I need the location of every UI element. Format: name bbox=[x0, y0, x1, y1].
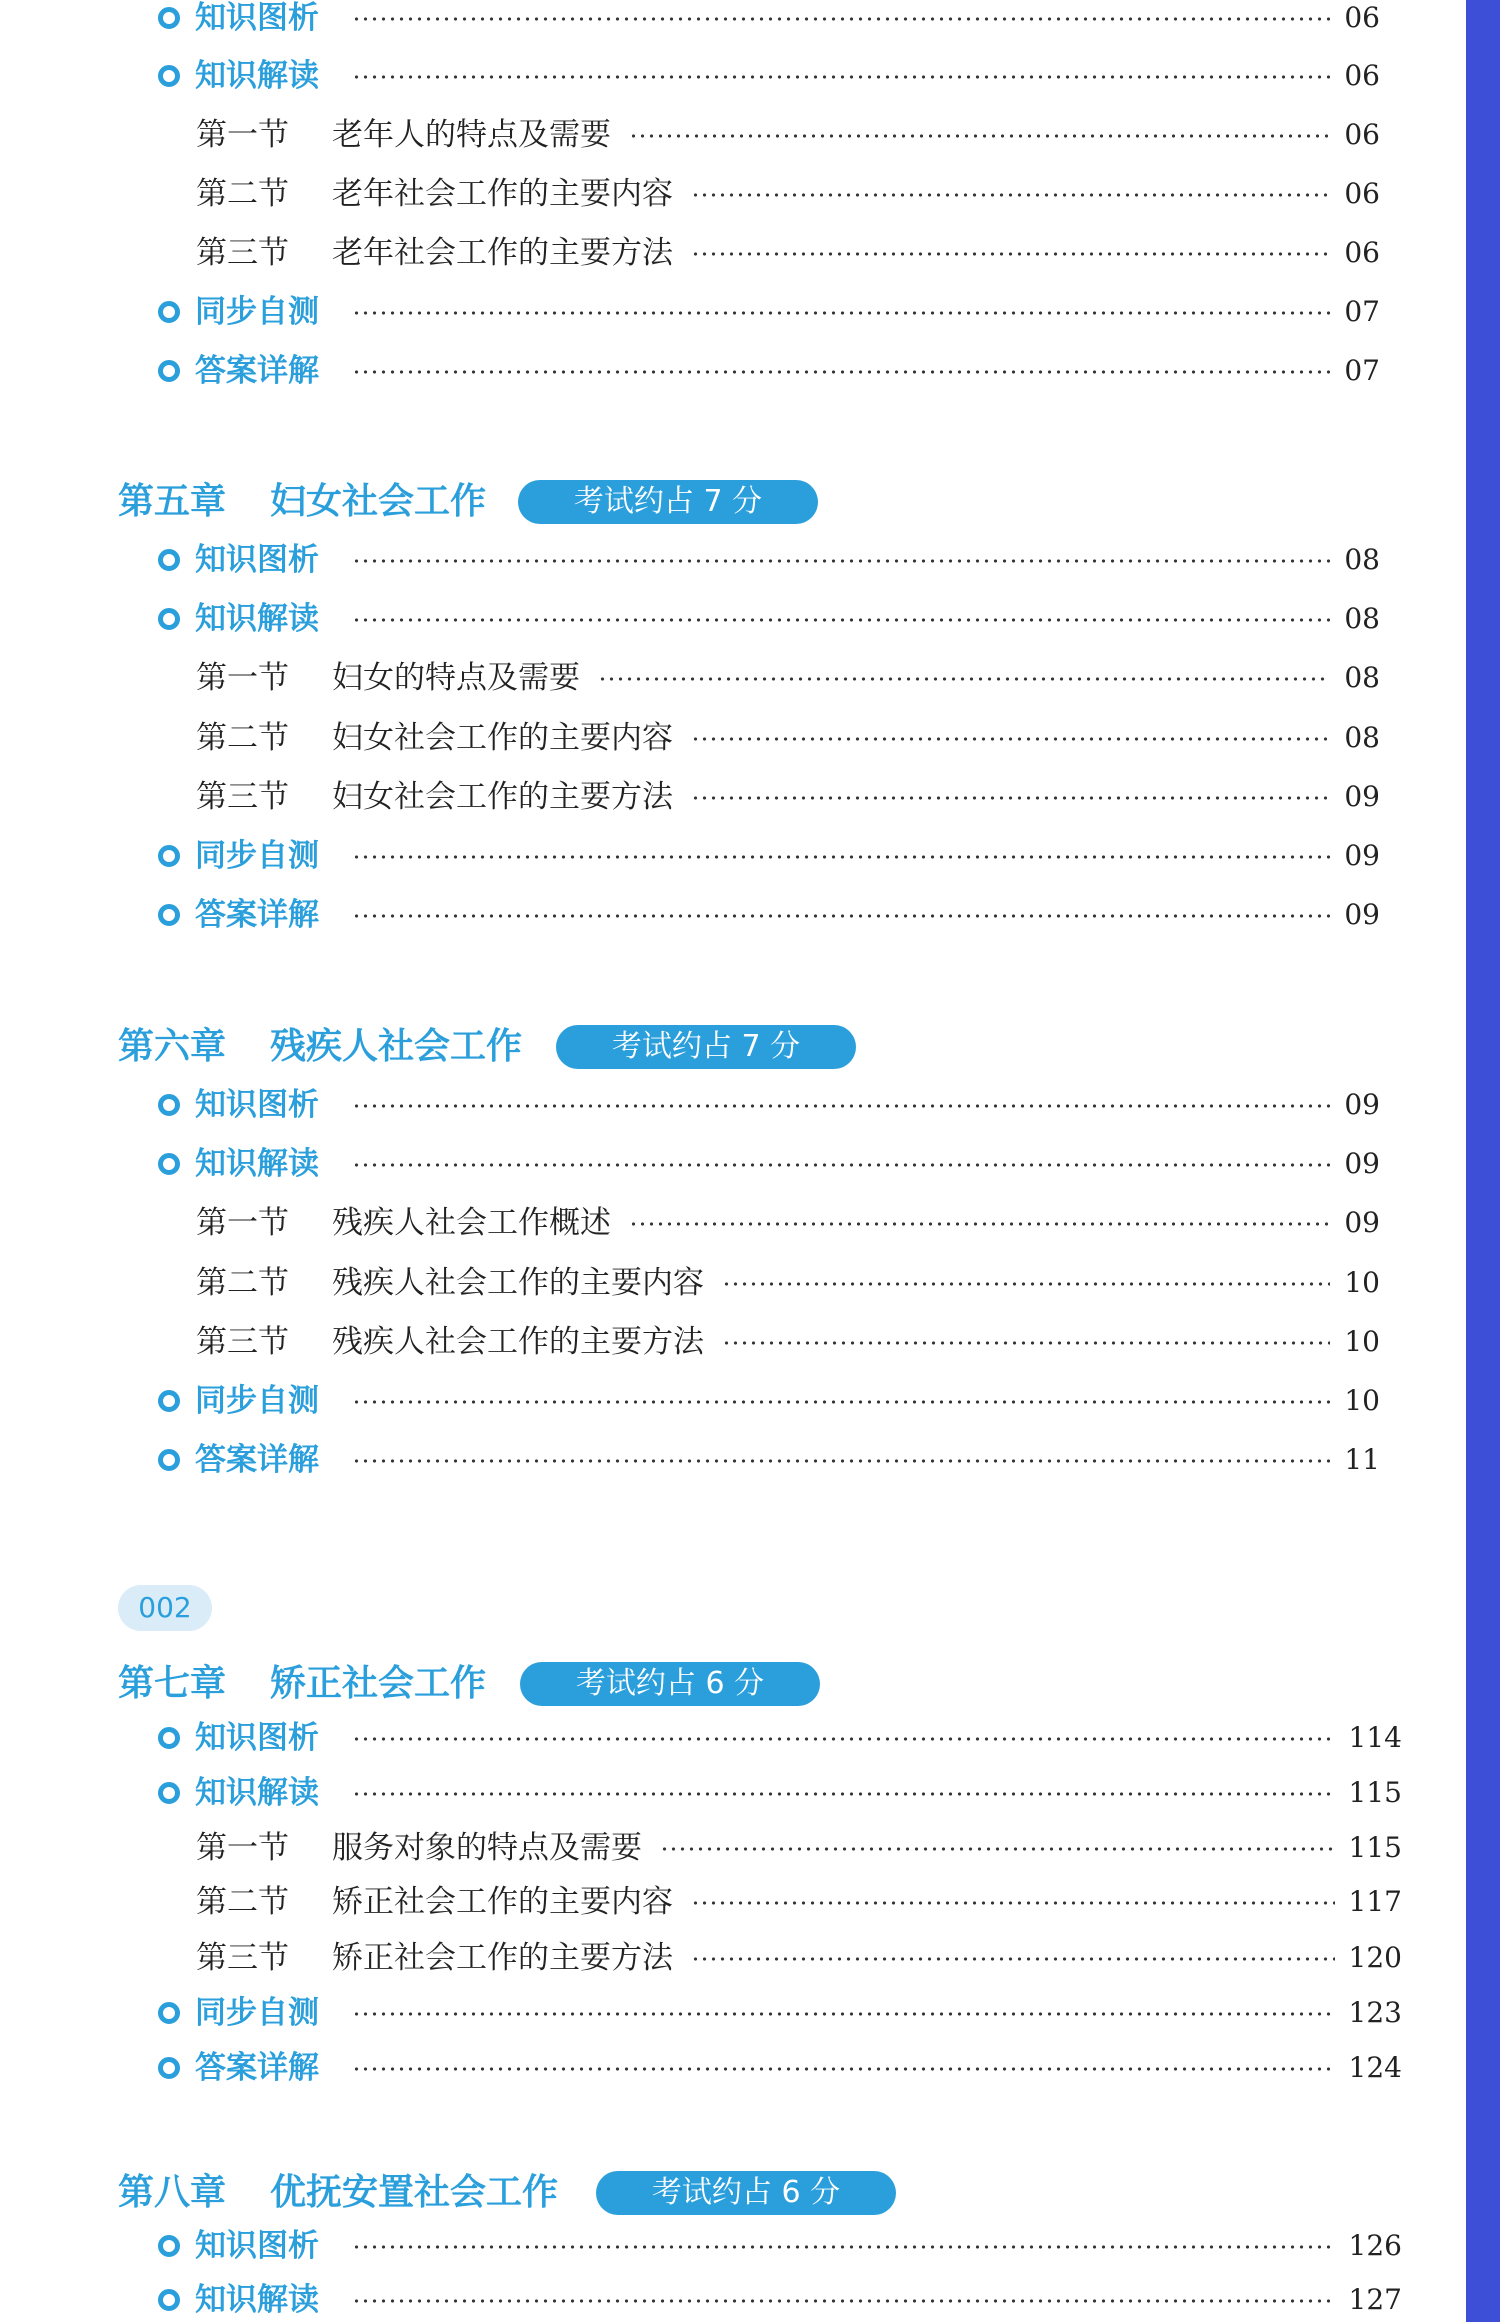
toc-item-label: 答案详解 bbox=[195, 353, 319, 389]
chapter-number: 第六章 bbox=[118, 1026, 227, 1067]
page-number: 123 bbox=[1348, 1996, 1402, 2029]
toc-section-row[interactable] bbox=[0, 1263, 1466, 1303]
toc-item-row[interactable] bbox=[0, 895, 1466, 935]
chapter-title: 优抚安置社会工作 bbox=[270, 2172, 559, 2213]
toc-item-label: 知识解读 bbox=[195, 1775, 319, 1811]
exam-weight-badge: 考试约占 7 分 bbox=[518, 480, 818, 524]
dot-leader bbox=[352, 914, 1330, 918]
page-number: 10 bbox=[1344, 1325, 1380, 1358]
dot-leader bbox=[352, 311, 1330, 315]
exam-weight-badge: 考试约占 7 分 bbox=[556, 1025, 856, 1069]
bullet-ring-icon bbox=[158, 1153, 180, 1175]
dot-leader bbox=[598, 677, 1330, 681]
toc-section-row[interactable] bbox=[0, 115, 1466, 155]
toc-item-row[interactable] bbox=[0, 1085, 1466, 1125]
bullet-ring-icon bbox=[158, 301, 180, 323]
bullet-ring-icon bbox=[158, 7, 180, 29]
dot-leader bbox=[722, 1282, 1330, 1286]
chapter-number: 第八章 bbox=[118, 2172, 227, 2213]
page-number: 07 bbox=[1344, 354, 1380, 387]
section-number: 第三节 bbox=[196, 1940, 289, 1976]
page-number: 08 bbox=[1344, 602, 1380, 635]
section-number: 第一节 bbox=[196, 117, 289, 153]
toc-item-label: 知识图析 bbox=[195, 1720, 319, 1756]
page-number: 06 bbox=[1344, 1, 1380, 34]
page-number: 10 bbox=[1344, 1266, 1380, 1299]
toc-item-row[interactable] bbox=[0, 0, 1466, 38]
dot-leader bbox=[352, 1459, 1330, 1463]
section-title: 残疾人社会工作的主要内容 bbox=[332, 1265, 704, 1301]
chapter-heading[interactable] bbox=[0, 1656, 1466, 1712]
dot-leader bbox=[352, 2012, 1335, 2016]
page-number: 11 bbox=[1344, 1443, 1380, 1476]
chapter-title: 矫正社会工作 bbox=[270, 1663, 487, 1704]
toc-section-row[interactable] bbox=[0, 174, 1466, 214]
page-number: 07 bbox=[1344, 295, 1380, 328]
bullet-ring-icon bbox=[158, 1727, 180, 1749]
section-title: 残疾人社会工作的主要方法 bbox=[332, 1324, 704, 1360]
dot-leader bbox=[352, 1163, 1330, 1167]
page-number: 06 bbox=[1344, 59, 1380, 92]
toc-item-label: 同步自测 bbox=[195, 1995, 319, 2031]
toc-item-label: 知识图析 bbox=[195, 0, 319, 36]
dot-leader bbox=[629, 1222, 1330, 1226]
page-number: 10 bbox=[1344, 1384, 1380, 1417]
toc-item-row[interactable] bbox=[0, 2280, 1466, 2320]
toc-item-label: 知识解读 bbox=[195, 1146, 319, 1182]
toc-item-row[interactable] bbox=[0, 1381, 1466, 1421]
toc-item-row[interactable] bbox=[0, 1993, 1466, 2033]
toc-section-row[interactable] bbox=[0, 1322, 1466, 1362]
section-title: 妇女社会工作的主要方法 bbox=[332, 779, 673, 815]
toc-section-row[interactable] bbox=[0, 718, 1466, 758]
page-number: 120 bbox=[1348, 1941, 1402, 1974]
toc-item-row[interactable] bbox=[0, 1718, 1466, 1758]
dot-leader bbox=[629, 134, 1330, 138]
chapter-number: 第七章 bbox=[118, 1663, 227, 1704]
page-number: 06 bbox=[1344, 177, 1380, 210]
section-title: 矫正社会工作的主要方法 bbox=[332, 1940, 673, 1976]
exam-weight-badge: 考试约占 6 分 bbox=[596, 2171, 896, 2215]
chapter-heading[interactable] bbox=[0, 2165, 1466, 2221]
toc-item-row[interactable] bbox=[0, 1440, 1466, 1480]
bullet-ring-icon bbox=[158, 2289, 180, 2311]
dot-leader bbox=[352, 2245, 1335, 2249]
page-number: 08 bbox=[1344, 661, 1380, 694]
chapter-title: 残疾人社会工作 bbox=[270, 1026, 523, 1067]
section-number: 第二节 bbox=[196, 1265, 289, 1301]
page-number: 127 bbox=[1348, 2283, 1402, 2316]
dot-leader bbox=[352, 1400, 1330, 1404]
dot-leader bbox=[722, 1341, 1330, 1345]
toc-item-row[interactable] bbox=[0, 351, 1466, 391]
page-number: 09 bbox=[1344, 780, 1380, 813]
page-number: 124 bbox=[1348, 2051, 1402, 2084]
bullet-ring-icon bbox=[158, 904, 180, 926]
dot-leader bbox=[352, 370, 1330, 374]
section-title: 老年社会工作的主要内容 bbox=[332, 176, 673, 212]
page-number: 115 bbox=[1348, 1831, 1402, 1864]
page-number: 09 bbox=[1344, 1147, 1380, 1180]
bullet-ring-icon bbox=[158, 608, 180, 630]
toc-item-label: 答案详解 bbox=[195, 1442, 319, 1478]
bullet-ring-icon bbox=[158, 845, 180, 867]
toc-section-row[interactable] bbox=[0, 777, 1466, 817]
section-number: 第二节 bbox=[196, 1884, 289, 1920]
toc-item-label: 知识解读 bbox=[195, 58, 319, 94]
dot-leader bbox=[691, 1901, 1335, 1905]
section-number: 第二节 bbox=[196, 720, 289, 756]
toc-item-row[interactable] bbox=[0, 2226, 1466, 2266]
section-number: 第一节 bbox=[196, 1205, 289, 1241]
dot-leader bbox=[691, 737, 1330, 741]
section-title: 妇女社会工作的主要内容 bbox=[332, 720, 673, 756]
toc-item-label: 答案详解 bbox=[195, 2050, 319, 2086]
chapter-number: 第五章 bbox=[118, 481, 227, 522]
dot-leader bbox=[691, 796, 1330, 800]
section-title: 妇女的特点及需要 bbox=[332, 660, 580, 696]
toc-item-row[interactable] bbox=[0, 2048, 1466, 2088]
toc-item-label: 知识图析 bbox=[195, 1087, 319, 1123]
page-number: 06 bbox=[1344, 118, 1380, 151]
dot-leader bbox=[352, 2299, 1335, 2303]
toc-item-row[interactable] bbox=[0, 836, 1466, 876]
page-number: 09 bbox=[1344, 1206, 1380, 1239]
dot-leader bbox=[691, 252, 1330, 256]
bullet-ring-icon bbox=[158, 360, 180, 382]
toc-item-row[interactable] bbox=[0, 1773, 1466, 1813]
dot-leader bbox=[352, 1104, 1330, 1108]
bullet-ring-icon bbox=[158, 2057, 180, 2079]
toc-item-label: 同步自测 bbox=[195, 838, 319, 874]
toc-section-row[interactable] bbox=[0, 1203, 1466, 1243]
chapter-heading[interactable] bbox=[0, 1019, 1466, 1075]
section-title: 残疾人社会工作概述 bbox=[332, 1205, 611, 1241]
page-number: 114 bbox=[1348, 1721, 1402, 1754]
bullet-ring-icon bbox=[158, 549, 180, 571]
section-title: 服务对象的特点及需要 bbox=[332, 1830, 642, 1866]
toc-item-row[interactable] bbox=[0, 599, 1466, 639]
section-number: 第一节 bbox=[196, 660, 289, 696]
dot-leader bbox=[352, 559, 1330, 563]
page-number: 08 bbox=[1344, 721, 1380, 754]
section-title: 老年社会工作的主要方法 bbox=[332, 235, 673, 271]
page-number: 08 bbox=[1344, 543, 1380, 576]
page-number: 126 bbox=[1348, 2229, 1402, 2262]
exam-weight-badge: 考试约占 6 分 bbox=[520, 1662, 820, 1706]
toc-item-label: 知识图析 bbox=[195, 2228, 319, 2264]
page-number: 06 bbox=[1344, 236, 1380, 269]
bullet-ring-icon bbox=[158, 1449, 180, 1471]
section-number: 第一节 bbox=[196, 1830, 289, 1866]
toc-section-row[interactable] bbox=[0, 1828, 1466, 1868]
toc-item-label: 答案详解 bbox=[195, 897, 319, 933]
section-title: 老年人的特点及需要 bbox=[332, 117, 611, 153]
toc-section-row[interactable] bbox=[0, 658, 1466, 698]
dot-leader bbox=[352, 618, 1330, 622]
section-number: 第二节 bbox=[196, 176, 289, 212]
toc-item-row[interactable] bbox=[0, 292, 1466, 332]
dot-leader bbox=[352, 855, 1330, 859]
toc-item-label: 知识解读 bbox=[195, 2282, 319, 2318]
dot-leader bbox=[352, 17, 1330, 21]
toc-section-row[interactable] bbox=[0, 233, 1466, 273]
bullet-ring-icon bbox=[158, 65, 180, 87]
toc-item-label: 同步自测 bbox=[195, 294, 319, 330]
dot-leader bbox=[352, 1792, 1335, 1796]
dot-leader bbox=[352, 75, 1330, 79]
toc-section-row[interactable] bbox=[0, 1882, 1466, 1922]
page-number-badge: 002 bbox=[118, 1585, 212, 1631]
bullet-ring-icon bbox=[158, 1390, 180, 1412]
section-title: 矫正社会工作的主要内容 bbox=[332, 1884, 673, 1920]
toc-item-label: 同步自测 bbox=[195, 1383, 319, 1419]
toc-item-row[interactable] bbox=[0, 56, 1466, 96]
toc-item-row[interactable] bbox=[0, 1144, 1466, 1184]
toc-item-label: 知识解读 bbox=[195, 601, 319, 637]
toc-section-row[interactable] bbox=[0, 1938, 1466, 1978]
dot-leader bbox=[691, 193, 1330, 197]
page-number: 115 bbox=[1348, 1776, 1402, 1809]
chapter-heading[interactable] bbox=[0, 474, 1466, 530]
dot-leader bbox=[352, 1737, 1335, 1741]
bullet-ring-icon bbox=[158, 2002, 180, 2024]
bullet-ring-icon bbox=[158, 2235, 180, 2257]
page-number: 09 bbox=[1344, 839, 1380, 872]
page-number: 09 bbox=[1344, 1088, 1380, 1121]
dot-leader bbox=[660, 1847, 1335, 1851]
chapter-title: 妇女社会工作 bbox=[270, 481, 487, 522]
section-number: 第三节 bbox=[196, 235, 289, 271]
dot-leader bbox=[691, 1957, 1335, 1961]
bullet-ring-icon bbox=[158, 1782, 180, 1804]
toc-item-row[interactable] bbox=[0, 540, 1466, 580]
bullet-ring-icon bbox=[158, 1094, 180, 1116]
section-number: 第三节 bbox=[196, 779, 289, 815]
page-number: 117 bbox=[1348, 1885, 1402, 1918]
toc-item-label: 知识图析 bbox=[195, 542, 319, 578]
dot-leader bbox=[352, 2067, 1335, 2071]
page-number: 09 bbox=[1344, 898, 1380, 931]
section-number: 第三节 bbox=[196, 1324, 289, 1360]
